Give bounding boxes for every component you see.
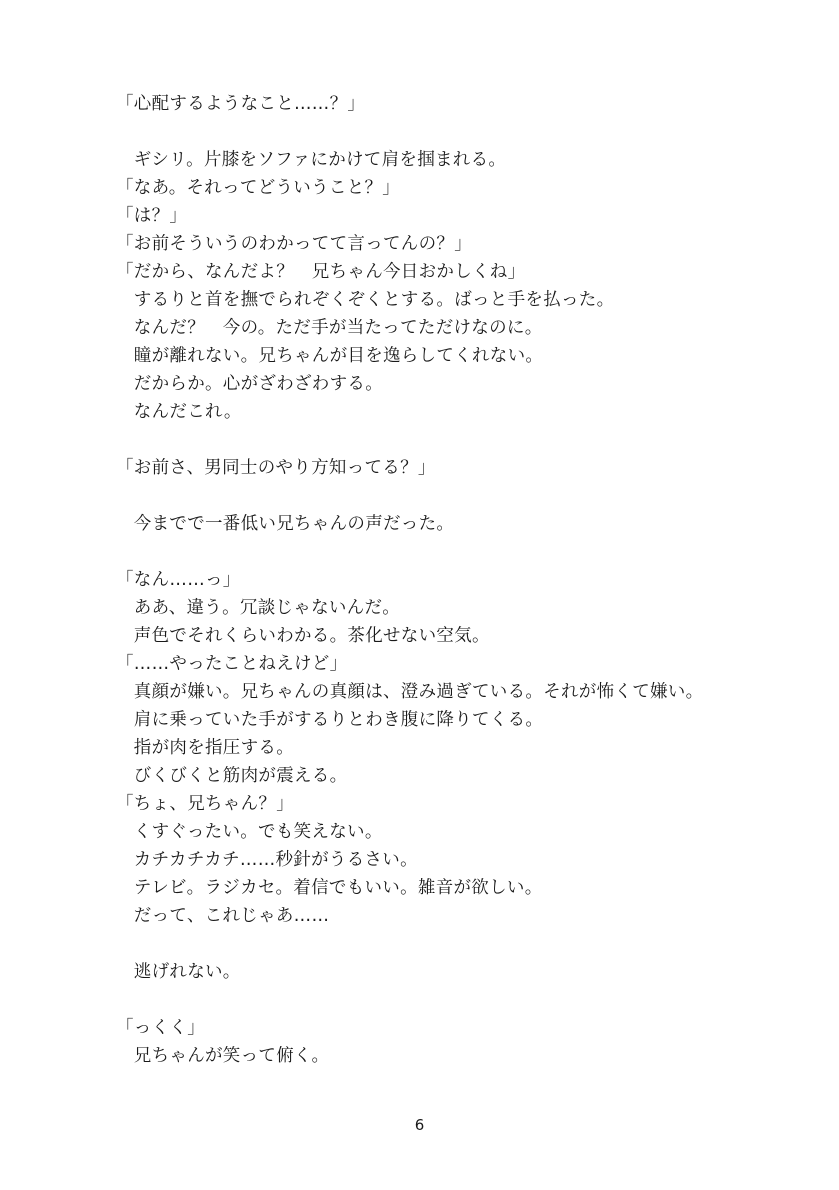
text-line: 声色でそれくらいわかる。茶化せない空気。: [116, 626, 490, 646]
text-line: 兄ちゃんが笑って俯く。: [116, 1046, 330, 1066]
blank-line: [116, 118, 816, 146]
text-line: だって、これじゃあ……: [116, 906, 330, 926]
text-line: 「なあ。それってどういうこと？」: [116, 178, 401, 198]
text-line: 逃げれない。: [116, 962, 241, 982]
blank-line: [116, 986, 816, 1014]
text-line: 「っくく」: [116, 1018, 205, 1038]
text-line: テレビ。ラジカセ。着信でもいい。雑音が欲しい。: [116, 878, 543, 898]
body-text: [116, 90, 816, 1070]
text-line: 肩に乗っていた手がするりとわき腹に降りてくる。: [116, 710, 544, 730]
text-line: 「なん……っ」: [116, 570, 241, 590]
text-line: びくびくと筋肉が震える。: [116, 766, 348, 786]
text-line: 「は？」: [116, 206, 188, 226]
text-line: 指が肉を指圧する。: [116, 738, 294, 758]
text-line: 「お前そういうのわかってて言ってんの？」: [116, 234, 472, 254]
text-line: カチカチカチ……秒針がうるさい。: [116, 850, 418, 870]
text-line: ああ、違う。冗談じゃないんだ。: [116, 598, 401, 618]
text-line: くすぐったい。でも笑えない。: [116, 822, 383, 842]
text-line: するりと首を撫でられぞくぞくとする。ばっと手を払った。: [116, 290, 615, 310]
text-line: 「お前さ、男同士のやり方知ってる？」: [116, 458, 436, 478]
text-line: なんだこれ。: [116, 402, 242, 422]
page-number: 6: [414, 1116, 425, 1134]
text-line: だからか。心がざわざわする。: [116, 374, 383, 394]
text-line: 今までで一番低い兄ちゃんの声だった。: [116, 514, 455, 534]
blank-line: [116, 426, 816, 454]
text-line: ギシリ。片膝をソファにかけて肩を掴まれる。: [116, 150, 507, 170]
text-line: 「ちょ、兄ちゃん？」: [116, 794, 294, 814]
text-line: 「心配するようなこと……？」: [116, 94, 366, 114]
text-line: 瞳が離れない。兄ちゃんが目を逸らしてくれない。: [116, 346, 544, 366]
text-line: 真顔が嫌い。兄ちゃんの真顔は、澄み過ぎている。それが怖くて嫌い。: [116, 682, 704, 702]
blank-line: [116, 930, 816, 958]
blank-line: [116, 482, 816, 510]
text-line: 「……やったことねえけど」: [116, 654, 348, 674]
blank-line: [116, 538, 816, 566]
text-line: 「だから、なんだよ？ 兄ちゃん今日おかしくね」: [116, 262, 526, 282]
text-line: なんだ？ 今の。ただ手が当たってただけなのに。: [116, 318, 543, 338]
